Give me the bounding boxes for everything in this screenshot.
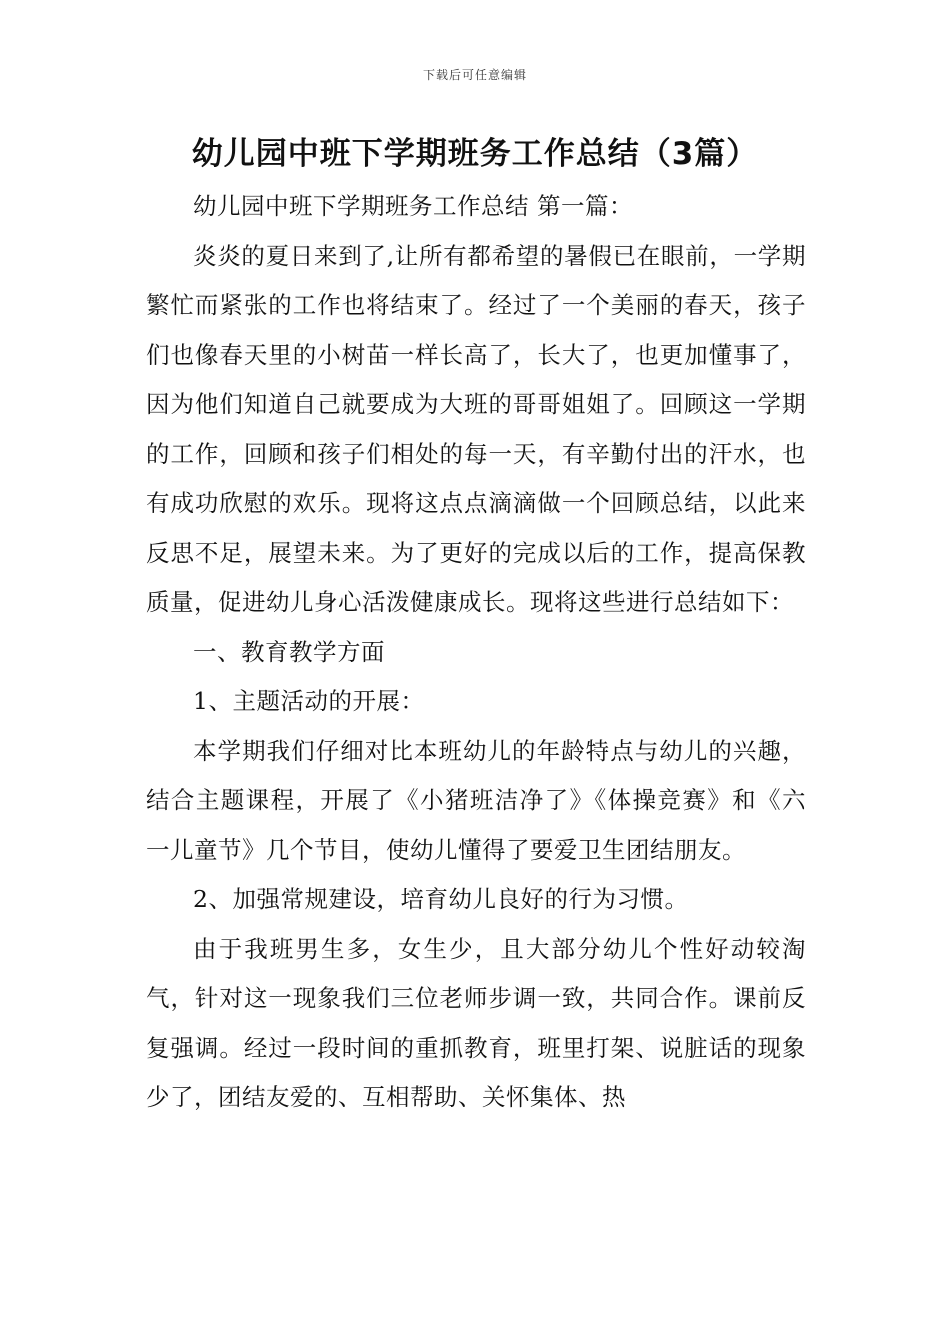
document-body — [146, 182, 806, 1123]
paragraph-intro: 炎炎的夏日来到了,让所有都希望的暑假已在眼前，一学期繁忙而紧张的工作也将结束了。经过了一个美丽的春天，孩子们也像春天里的小树苗一样长高了，长大了，也更加懂事了，因为他们知道自己就要成为大班的哥哥姐姐了。回顾这一学期的工作，回顾和孩子们相处的每一天，有辛勤付出的汗水，也有成功欣慰的欢乐。现将这点点滴滴做一个回顾总结，以此来反思不足，展望未来。为了更好的完成以后的工作，提高保教质量，促进幼儿身心活泼健康成长。现将这些进行总结如下： — [146, 241, 806, 616]
document-title: 幼儿园中班下学期班务工作总结（3篇） — [191, 136, 759, 172]
section-heading-education: 一、教育教学方面 — [193, 637, 385, 666]
section-heading-first: 幼儿园中班下学期班务工作总结 第一篇： — [193, 192, 633, 220]
header-note: 下载后可任意编辑 — [422, 68, 527, 82]
subheading-theme-activities: 1、主题活动的开展： — [193, 687, 425, 715]
subheading-routine-building: 2、加强常规建设，培育幼儿良好的行为习惯。 — [193, 885, 689, 913]
paragraph-theme-activities: 本学期我们仔细对比本班幼儿的年龄特点与幼儿的兴趣，结合主题课程，开展了《小猪班洁净了》《体操竞赛》和《六一儿童节》几个节目，使幼儿懂得了要爱卫生团结朋友。 — [146, 736, 806, 864]
paragraph-routine-building: 由于我班男生多，女生少，且大部分幼儿个性好动较淘气，针对这一现象我们三位老师步调一致，共同合作。课前反复强调。经过一段时间的重抓教育，班里打架、说脏话的现象少了，团结友爱的、互相帮助、关怀集体、热 — [146, 934, 806, 1111]
